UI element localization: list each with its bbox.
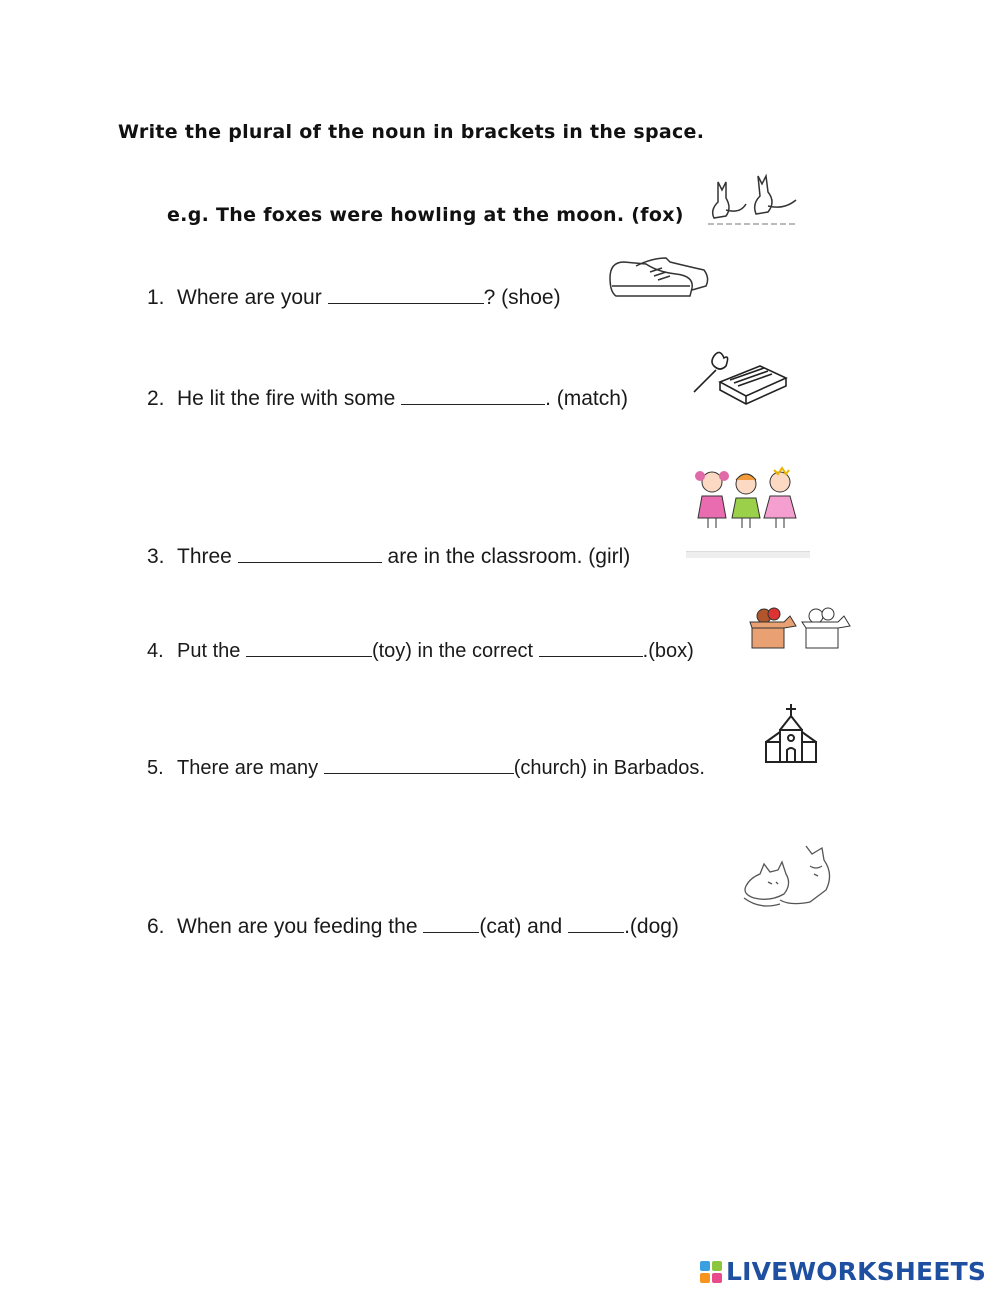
liveworksheets-logo[interactable] [700, 1257, 986, 1286]
answer-blank[interactable] [401, 384, 545, 405]
logo-blocks-icon [700, 1261, 722, 1283]
brand-name: LIVEWORKSHEETS [726, 1257, 987, 1286]
question-1: 1. Where are your ? (shoe) [147, 283, 561, 310]
question-number: 5. [147, 757, 164, 779]
answer-blank[interactable] [328, 283, 484, 304]
toy-boxes-icon [744, 604, 852, 652]
watermark-strip [686, 551, 810, 558]
answer-blank[interactable] [568, 912, 624, 933]
question-5: 5. There are many (church) in Barbados. [147, 753, 705, 780]
question-number: 1. [147, 286, 165, 309]
cat-and-dog-icon [740, 840, 840, 912]
foxes-icon [706, 170, 800, 228]
girls-icon [690, 466, 802, 532]
question-3: 3. Three are in the classroom. (girl) [147, 542, 630, 569]
instruction-text: Write the plural of the noun in brackets in the space. [118, 121, 705, 143]
example-sentence: e.g. The foxes were howling at the moon. (fox) [167, 204, 684, 226]
answer-blank[interactable] [238, 542, 382, 563]
question-4: 4. Put the (toy) in the correct .(box) [147, 636, 694, 663]
question-number: 2. [147, 387, 165, 410]
church-icon [762, 702, 820, 766]
question-2: 2. He lit the fire with some . (match) [147, 384, 628, 411]
question-6: 6. When are you feeding the (cat) and .(dog) [147, 912, 679, 939]
answer-blank[interactable] [246, 636, 372, 657]
question-number: 4. [147, 640, 164, 662]
answer-blank[interactable] [423, 912, 479, 933]
question-number: 6. [147, 915, 165, 938]
shoes-icon [606, 252, 710, 302]
answer-blank[interactable] [539, 636, 643, 657]
matchbox-icon [690, 348, 792, 408]
answer-blank[interactable] [324, 753, 514, 774]
question-number: 3. [147, 545, 165, 568]
